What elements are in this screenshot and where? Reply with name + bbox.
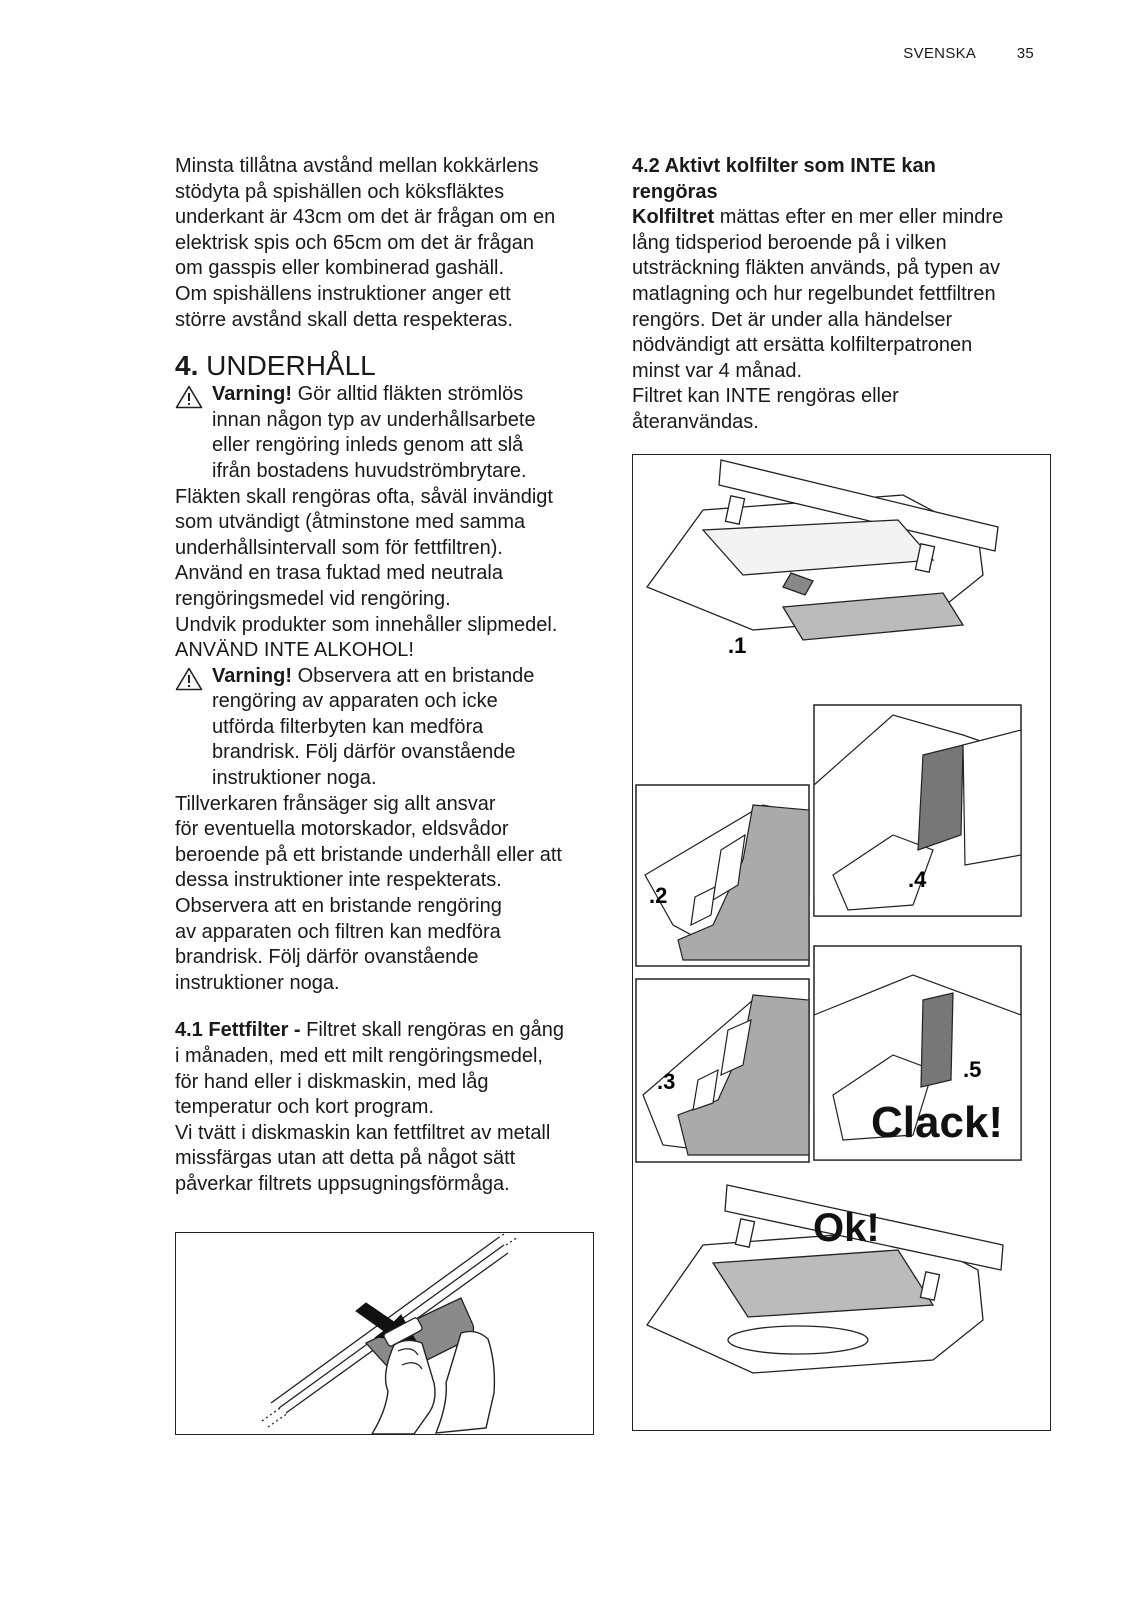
warning-block: [175, 664, 595, 792]
warning-triangle-icon: [175, 385, 203, 409]
carbon-filter-heading: rengöras: [632, 180, 718, 203]
cleaning-line: underhållsintervall som för fettfiltren).: [175, 536, 503, 559]
warning-line: instruktioner noga.: [212, 767, 377, 790]
right-column: [632, 154, 1052, 436]
section-title: UNDERHÅLL: [198, 350, 376, 382]
grease-filter-line: för hand eller i diskmaskin, med låg: [175, 1070, 489, 1093]
liability-line: brandrisk. Följ därför ovanstående: [175, 946, 479, 969]
cleaning-line: Fläkten skall rengöras ofta, såväl invändigt: [175, 485, 553, 508]
carbon-filter-label: Kolfiltret: [632, 206, 715, 229]
cleaning-line: rengöringsmedel vid rengöring.: [175, 587, 451, 610]
page-number: 35: [1016, 45, 1034, 62]
cleaning-line: Använd en trasa fuktad med neutrala: [175, 562, 503, 585]
carbon-filter-heading: 4.2 Aktivt kolfilter som INTE kan: [632, 155, 936, 177]
liability-paragraph: [175, 792, 595, 997]
grease-filter-line: påverkar filtrets uppsugningsförmåga.: [175, 1172, 510, 1195]
warning-text: Observera att en bristande: [292, 664, 535, 687]
warning-triangle-icon: [175, 667, 203, 691]
step-label: .5: [963, 1057, 982, 1082]
grease-filter-paragraph: [175, 1018, 595, 1197]
grease-filter-text: Filtret skall rengöras en gång: [300, 1019, 565, 1042]
carbon-filter-line: matlagning och hur regelbundet fettfiltren: [632, 282, 996, 305]
step-label: .3: [657, 1069, 676, 1094]
liability-line: Observera att en bristande rengöring: [175, 895, 502, 918]
cleaning-line: som utvändigt (åtminstone med samma: [175, 511, 526, 534]
carbon-filter-line: utsträckning fläkten används, på typen av: [632, 257, 1001, 280]
carbon-filter-illustration: [632, 454, 1051, 1431]
cleaning-paragraph: [175, 485, 595, 664]
cleaning-line: ANVÄND INTE ALKOHOL!: [175, 639, 414, 662]
warning-label: Varning!: [212, 383, 293, 406]
warning-text: Gör alltid fläkten strömlös: [292, 383, 524, 406]
carbon-filter-line: återanvändas.: [632, 410, 759, 433]
left-column: [175, 154, 595, 1198]
liability-line: för eventuella motorskador, eldsvådor: [175, 818, 509, 841]
liability-line: Tillverkaren frånsäger sig allt ansvar: [175, 792, 496, 815]
warning-line: brandrisk. Följ därför ovanstående: [212, 741, 516, 764]
grease-filter-line: i månaden, med ett milt rengöringsmedel,: [175, 1045, 543, 1067]
intro-line: Minsta tillåtna avstånd mellan kokkärlens: [175, 155, 539, 177]
grease-filter-label: 4.1 Fettfilter -: [175, 1019, 301, 1042]
warning-label: Varning!: [212, 664, 293, 687]
carbon-filter-text: mättas efter en mer eller mindre: [714, 206, 1004, 229]
step-label: .2: [649, 883, 668, 908]
warning-line: utförda filterbyten kan medföra: [212, 715, 484, 738]
liability-line: instruktioner noga.: [175, 971, 340, 994]
carbon-filter-line: Filtret kan INTE rengöras eller: [632, 385, 899, 408]
liability-line: av apparaten och filtren kan medföra: [175, 920, 501, 943]
liability-line: dessa instruktioner inte respekterats.: [175, 869, 502, 892]
carbon-filter-line: lång tidsperiod beroende på i vilken: [632, 231, 947, 254]
grease-filter-line: missfärgas utan att detta på något sätt: [175, 1147, 516, 1170]
intro-paragraph: [175, 154, 595, 333]
cleaning-line: Undvik produkter som innehåller slipmedel.: [175, 613, 558, 636]
section-heading: [175, 350, 595, 382]
carbon-filter-drawing: [633, 455, 1050, 1430]
warning-line: eller rengöring inleds genom att slå: [212, 434, 524, 457]
grease-filter-drawing: [176, 1233, 593, 1434]
intro-line: elektrisk spis och 65cm om det är frågan: [175, 231, 535, 254]
warning-line: rengöring av apparaten och icke: [212, 690, 498, 713]
grease-filter-line: Vi tvätt i diskmaskin kan fettfiltret av metall: [175, 1121, 551, 1144]
section-number: 4.: [175, 350, 199, 382]
carbon-filter-line: nödvändigt att ersätta kolfilterpatronen: [632, 334, 973, 357]
clack-text: Clack!: [871, 1098, 1004, 1147]
page-header: [903, 45, 1034, 62]
intro-line: Om spishällens instruktioner anger ett: [175, 282, 511, 305]
intro-line: större avstånd skall detta respekteras.: [175, 308, 513, 331]
intro-line: stödyta på spishällen och köksfläktes: [175, 180, 505, 203]
grease-filter-line: temperatur och kort program.: [175, 1096, 434, 1119]
intro-line: underkant är 43cm om det är frågan om en: [175, 206, 556, 229]
grease-filter-illustration: [175, 1232, 594, 1435]
intro-line: om gasspis eller kombinerad gashäll.: [175, 257, 505, 280]
language-label: SVENSKA: [903, 45, 977, 62]
warning-line: ifrån bostadens huvudströmbrytare.: [212, 459, 527, 482]
warning-block: [175, 382, 595, 484]
carbon-filter-line: minst var 4 månad.: [632, 359, 803, 382]
liability-line: beroende på ett bristande underhåll eller att: [175, 843, 562, 866]
step-label: .4: [908, 867, 927, 892]
carbon-filter-line: rengörs. Det är under alla händelser: [632, 308, 953, 331]
ok-text: Ok!: [813, 1206, 880, 1250]
step-label: .1: [728, 633, 747, 658]
warning-line: innan någon typ av underhållsarbete: [212, 408, 536, 431]
